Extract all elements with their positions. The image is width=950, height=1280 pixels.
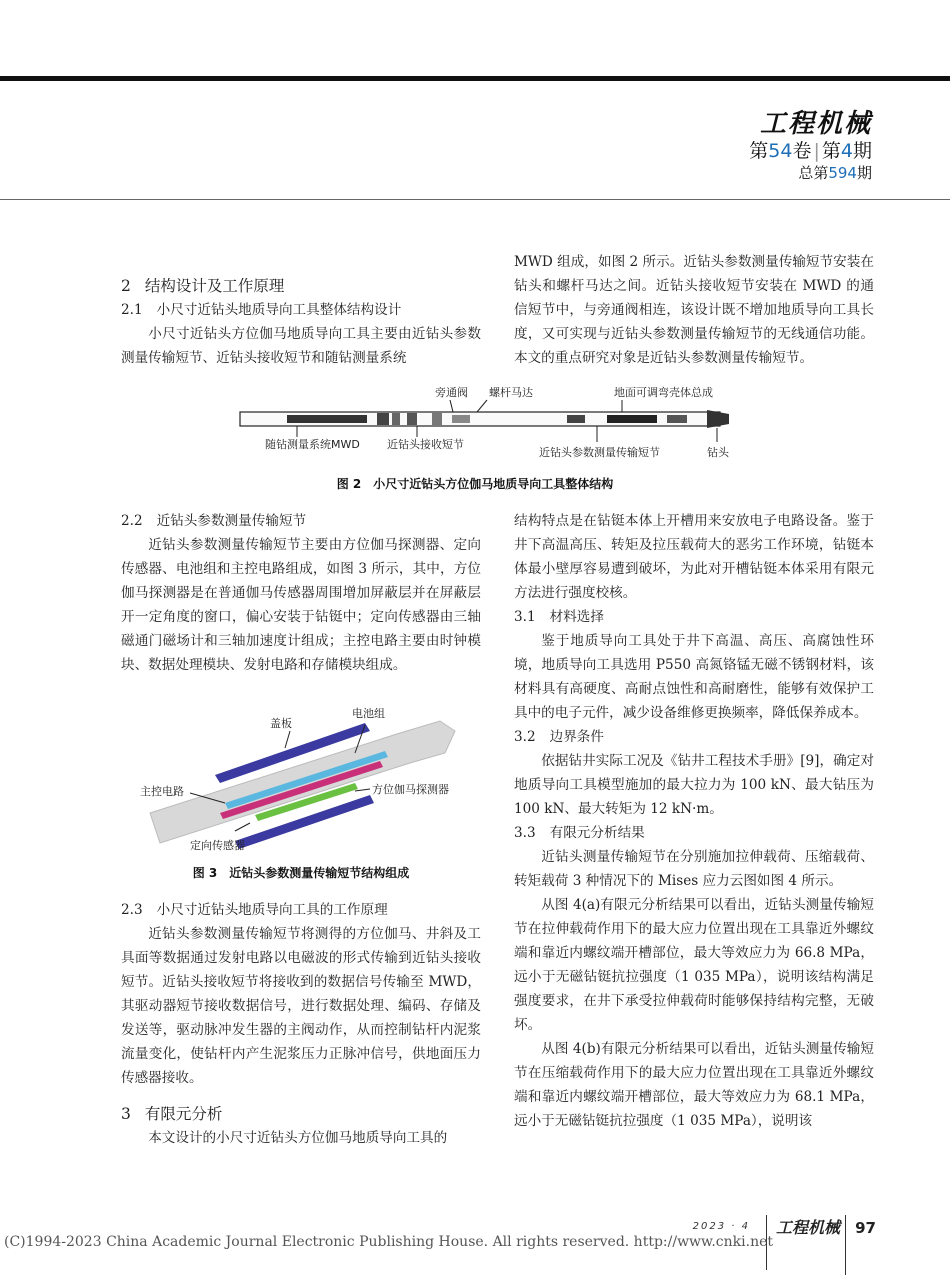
- section-3-3-paragraph-2: 从图 4(a)有限元分析结果可以看出，近钻头测量传输短节在拉伸载荷作用下的最大应力位置出现在工具靠近外螺纹端和靠近内螺纹端开槽部位，最大等效应力为 66.8 MPa，远小于无磁钻铤抗拉强度（1 035 MPa），说明该结构满足强度要求，在井下承受拉伸载荷时能够保持结构完整，无破坏。: [514, 897, 874, 1033]
- drill-bit: [707, 410, 729, 428]
- section-3-3-paragraph-1: 近钻头测量传输短节在分别施加拉伸载荷、压缩载荷、转矩载荷 3 种情况下的 Mises 应力云图如图 4 所示。: [514, 849, 874, 889]
- section-3-2-heading: 3.2 边界条件: [514, 729, 604, 745]
- section-3-2-paragraph: 依据钻井实际工况及《钻井工程技术手册》[9]，确定对地质导向工具模型施加的最大拉力为 100 kN、最大钻压为 100 kN、最大转矩为 12 kN·m。: [514, 753, 874, 817]
- header-rule: [0, 76, 950, 81]
- label-screw-motor: 螺杆马达: [489, 386, 533, 399]
- header-divider: [0, 199, 950, 200]
- label-cover: 盖板: [270, 717, 292, 730]
- section-2-2-heading: 2.2 近钻头参数测量传输短节: [121, 513, 307, 529]
- section-2-2-paragraph: 近钻头参数测量传输短节主要由方位伽马探测器、定向传感器、电池组和主控电路组成，如图 3 所示，其中，方位伽马探测器是在普通伽马传感器周围增加屏蔽层并在屏蔽层开一定角度的窗口，偏心安装于钻铤中；定向传感器由三轴磁通门磁场计和三轴加速度计组成；主控电路主要由时钟模块、数据处理模块、发射电路和存储模块组成。: [121, 537, 481, 673]
- section-3-1-paragraph: 鉴于地质导向工具处于井下高温、高压、高腐蚀性环境，地质导向工具选用 P550 高氮铬锰无磁不锈钢材料，该材料具有高硬度、高耐点蚀性和高耐磨性，能够有效保护工具中的电子元件，减少设备维修更换频率，降低保养成本。: [514, 633, 874, 721]
- section-2-3-heading: 2.3 小尺寸近钻头地质导向工具的工作原理: [121, 902, 388, 918]
- label-orientation: 定向传感器: [190, 839, 245, 852]
- figure-2: [237, 382, 732, 462]
- mwd-section: [287, 415, 367, 423]
- right-paragraph-1: 结构特点是在钻铤本体上开槽用来安放电子电路设备。鉴于井下高温高压、转矩及拉压载荷大的恶劣工作环境，钻铤本体最小壁厚容易遭到破坏，为此对开槽钻铤本体采用有限元方法进行强度校核。: [514, 513, 874, 601]
- copyright-notice: (C)1994-2023 China Academic Journal Electronic Publishing House. All rights reserved. http://www.cnki.net: [4, 1234, 774, 1250]
- footer-journal-logo: 工程机械: [775, 1218, 840, 1237]
- section-3-paragraph: 本文设计的小尺寸近钻头方位伽马地质导向工具的: [148, 1130, 448, 1146]
- section-2-1-paragraph: 小尺寸近钻头方位伽马地质导向工具主要由近钻头参数测量传输短节、近钻头接收短节和随钻测量系统: [121, 326, 481, 366]
- label-measurement-sub: 近钻头参数测量传输短节: [539, 446, 660, 459]
- label-bypass-valve: 旁通阀: [435, 386, 468, 399]
- section-2-3-paragraph: 近钻头参数测量传输短节将测得的方位伽马、井斜及工具面等数据通过发射电路以电磁波的形式传输到近钻头接收短节。近钻头接收短节将接收到的数据信号传输至 MWD，其驱动器短节接收数据信号，进行数据处理、编码、存储及发送等，驱动脉冲发生器的主阀动作，从而控制钻杆内泥浆流量变化，使钻杆内产生泥浆压力正脉冲信号，供地面压力传感器接收。: [121, 926, 481, 1086]
- total-issue: 总第594期: [798, 164, 872, 182]
- right-top-paragraph: MWD 组成，如图 2 所示。近钻头参数测量传输短节安装在钻头和螺杆马达之间。近钻头接收短节安装在 MWD 的通信短节中，与旁通阀相连，该设计既不增加地质导向工具长度，又可实现与近钻头参数测量传输短节的无线通信功能。本文的重点研究对象是近钻头参数测量传输短节。: [514, 254, 874, 366]
- left-column-middle: [121, 509, 481, 677]
- figure-3: [140, 703, 460, 853]
- figure-3-caption: 图 3 近钻头参数测量传输短节结构组成: [192, 866, 410, 880]
- label-drill-bit: 钻头: [707, 446, 729, 459]
- volume-issue: 第54卷 | 第4期: [749, 140, 872, 162]
- label-receiver-sub: 近钻头接收短节: [387, 438, 464, 451]
- section-3-3-paragraph-3: 从图 4(b)有限元分析结果可以看出，近钻头测量传输短节在压缩载荷作用下的最大应力位置出现在工具靠近外螺纹端和靠近内螺纹端开槽部位，最大等效应力为 68.1 MPa，远小于无磁钻铤抗拉强度（1 035 MPa），说明该: [514, 1041, 874, 1129]
- label-battery: 电池组: [352, 707, 385, 720]
- page-number: 97: [855, 1219, 876, 1237]
- right-column-lower: [514, 509, 874, 1133]
- footer-year-issue: 2023 · 4: [692, 1221, 750, 1232]
- right-column-top: [514, 250, 874, 370]
- label-bent-housing: 地面可调弯壳体总成: [614, 386, 713, 399]
- label-gamma: 方位伽马探测器: [372, 783, 449, 796]
- label-mwd: 随钻测量系统MWD: [265, 438, 360, 451]
- section-2-heading: 2 结构设计及工作原理: [121, 277, 285, 295]
- journal-logo: 工程机械: [759, 109, 872, 139]
- section-3-1-heading: 3.1 材料选择: [514, 609, 604, 625]
- section-3-heading: 3 有限元分析: [121, 1105, 223, 1123]
- left-column-top: [121, 274, 481, 370]
- footer-divider-2: [845, 1215, 846, 1275]
- section-2-1-heading: 2.1 小尺寸近钻头地质导向工具整体结构设计: [121, 302, 402, 318]
- section-3-3-heading: 3.3 有限元分析结果: [514, 825, 645, 841]
- left-column-bottom: [121, 898, 481, 1150]
- label-main-circuit: 主控电路: [140, 785, 184, 798]
- figure-2-caption: 图 2 小尺寸近钻头方位伽马地质导向工具整体结构: [336, 477, 614, 491]
